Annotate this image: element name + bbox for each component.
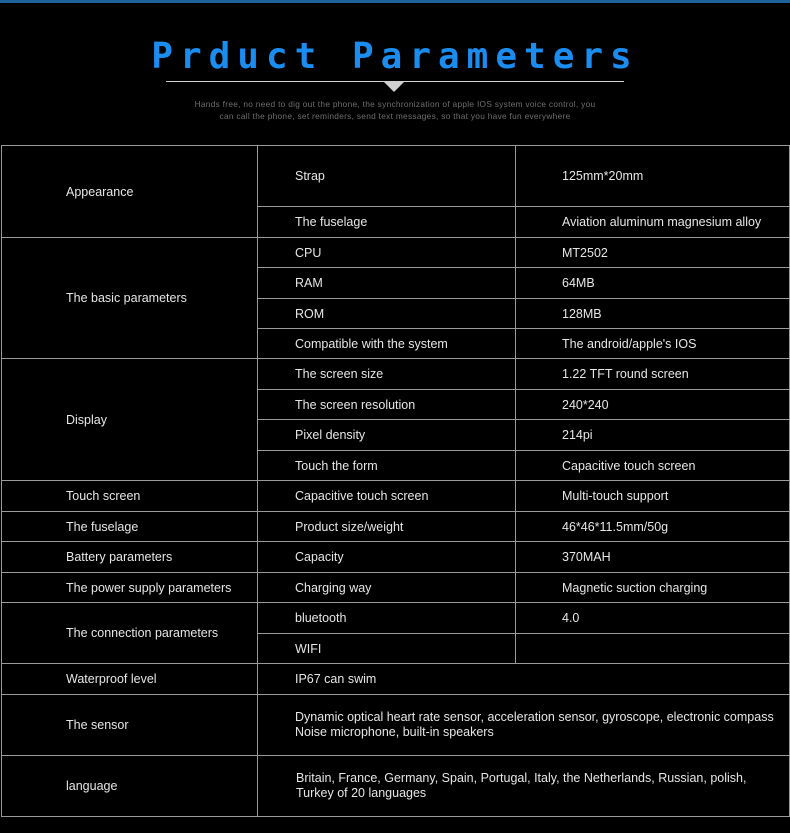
param-cell: Touch the form [258, 451, 516, 481]
table-row [2, 146, 790, 207]
table-row [2, 603, 790, 634]
value-cell [516, 634, 790, 664]
language-line-2: Turkey of 20 languages [296, 786, 427, 800]
value-cell: Capacitive touch screen [516, 451, 790, 481]
subtitle-line-2: can call the phone, set reminders, send text messages, so that you have fun everywhere [219, 111, 571, 121]
value-cell: 125mm*20mm [516, 146, 790, 207]
category-cell: The power supply parameters [2, 573, 258, 603]
value-cell: 46*46*11.5mm/50g [516, 512, 790, 542]
value-cell: The android/apple's IOS [516, 329, 790, 359]
param-cell: Charging way [258, 573, 516, 603]
category-cell: Touch screen [2, 481, 258, 512]
table-row [2, 512, 790, 542]
category-cell: The sensor [2, 695, 258, 756]
param-cell: Capacity [258, 542, 516, 573]
table-row [2, 756, 790, 817]
value-cell: 64MB [516, 268, 790, 299]
value-cell: 1.22 TFT round screen [516, 359, 790, 390]
param-cell: ROM [258, 299, 516, 329]
value-cell: IP67 can swim [258, 664, 790, 695]
table-row [2, 481, 790, 512]
language-line-1: Britain, France, Germany, Spain, Portugal, Italy, the Netherlands, Russian, polish, [296, 771, 747, 785]
value-cell: 240*240 [516, 390, 790, 420]
value-cell: 128MB [516, 299, 790, 329]
param-cell: bluetooth [258, 603, 516, 634]
sensor-line-2: Noise microphone, built-in speakers [295, 725, 494, 739]
param-cell: The screen size [258, 359, 516, 390]
page-title: Prduct Parameters [151, 36, 639, 77]
param-cell: RAM [258, 268, 516, 299]
value-cell: Magnetic suction charging [516, 573, 790, 603]
category-cell: language [2, 756, 258, 817]
value-cell [258, 756, 790, 817]
param-cell: The fuselage [258, 207, 516, 238]
value-cell: 370MAH [516, 542, 790, 573]
parameters-table [1, 145, 790, 817]
divider-arrow-icon [384, 82, 404, 92]
sensor-line-1: Dynamic optical heart rate sensor, acceleration sensor, gyroscope, electronic compass [295, 710, 774, 724]
category-cell: Display [2, 359, 258, 481]
param-cell: Compatible with the system [258, 329, 516, 359]
category-cell: Waterproof level [2, 664, 258, 695]
param-cell: Product size/weight [258, 512, 516, 542]
table-row [2, 664, 790, 695]
value-cell [258, 695, 790, 756]
value-cell: Multi-touch support [516, 481, 790, 512]
table-row [2, 238, 790, 268]
page-subtitle [0, 98, 790, 122]
parameters-table-wrap [1, 145, 789, 817]
value-cell: 4.0 [516, 603, 790, 634]
table-row [2, 542, 790, 573]
category-cell: The basic parameters [2, 238, 258, 359]
category-cell: Appearance [2, 146, 258, 238]
category-cell: Battery parameters [2, 542, 258, 573]
param-cell: Pixel density [258, 420, 516, 451]
param-cell: WIFI [258, 634, 516, 664]
value-cell: Aviation aluminum magnesium alloy [516, 207, 790, 238]
category-cell: The fuselage [2, 512, 258, 542]
value-cell: 214pi [516, 420, 790, 451]
param-cell: CPU [258, 238, 516, 268]
table-row [2, 359, 790, 390]
value-cell: MT2502 [516, 238, 790, 268]
top-accent-line [0, 0, 790, 3]
table-row [2, 695, 790, 756]
param-cell: Capacitive touch screen [258, 481, 516, 512]
subtitle-line-1: Hands free, no need to dig out the phone, the synchronization of apple IOS system voice control, you [194, 99, 596, 109]
param-cell: Strap [258, 146, 516, 207]
table-row [2, 573, 790, 603]
param-cell: The screen resolution [258, 390, 516, 420]
category-cell: The connection parameters [2, 603, 258, 664]
